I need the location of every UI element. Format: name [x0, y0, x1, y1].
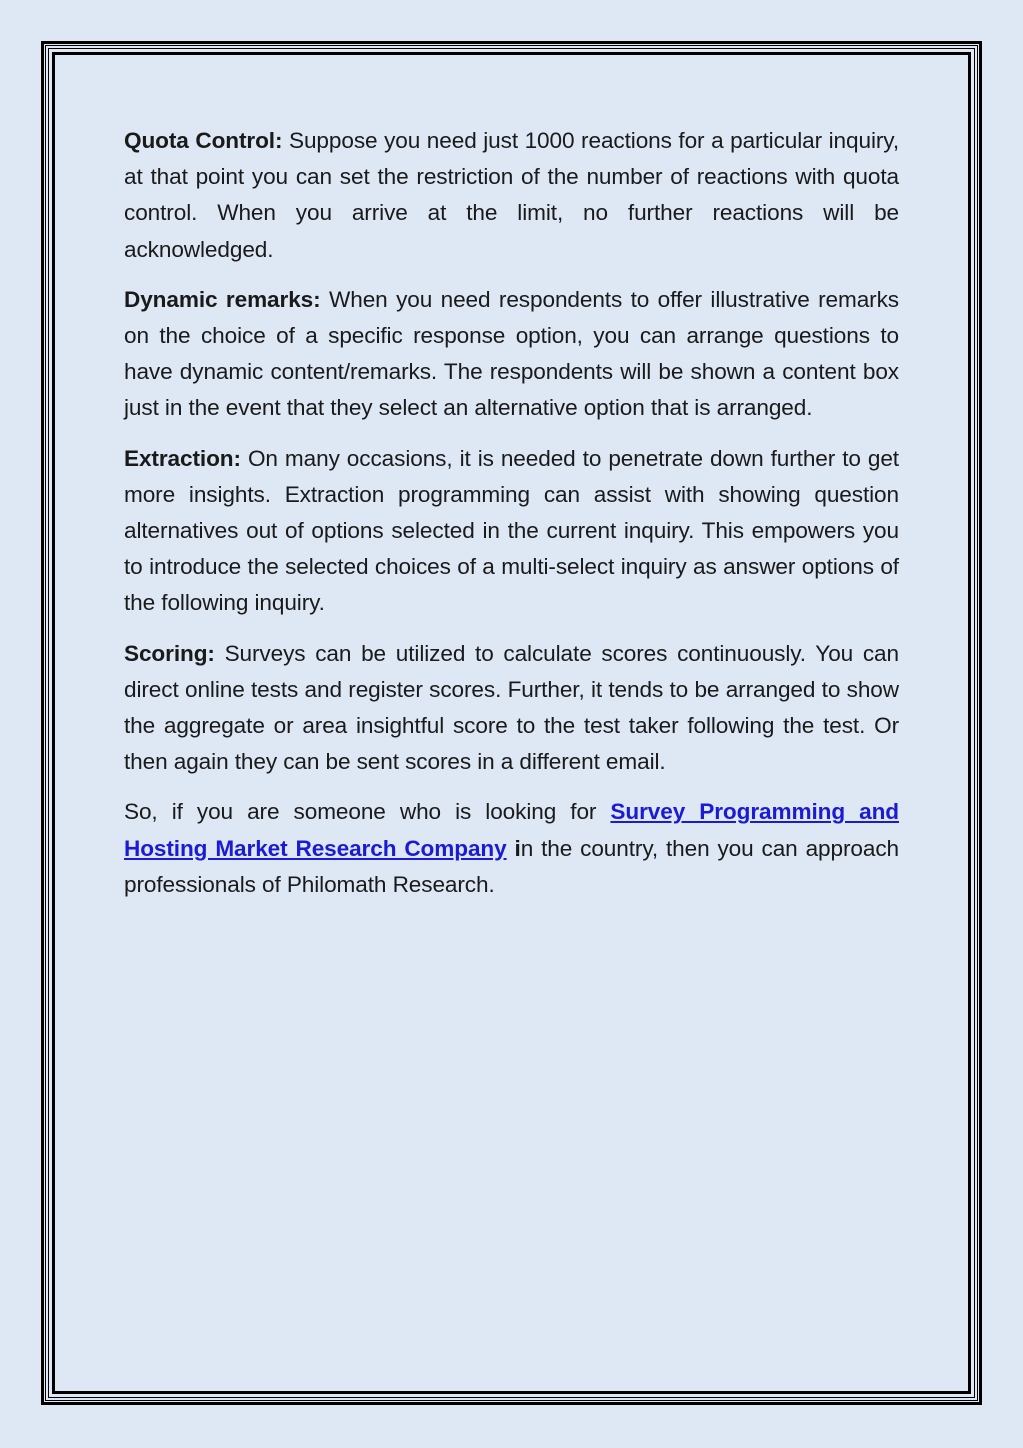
paragraph-extraction [124, 441, 899, 622]
term-heading: Quota Control: [124, 128, 283, 153]
paragraph-closing [124, 794, 899, 903]
paragraph-text: When you need respondents to offer illustrative remarks on the choice of a specific response option, you can arrange questions to have dynamic content/remarks. The respondents will be shown a content box just in the event that they select an alternative option that is arranged. [124, 286, 899, 421]
paragraph-dynamic-remarks [124, 282, 899, 427]
survey-programming-link[interactable]: Survey Programming and Hosting Market Research Company [124, 799, 899, 861]
term-heading: Extraction: [124, 445, 241, 471]
term-heading: Dynamic remarks: [124, 286, 321, 312]
closing-bold-letter: i [514, 835, 521, 861]
paragraph-text: Suppose you need just 1000 reactions for a particular inquiry, at that point you can set the restriction of the number of reactions with quota control. When you arrive at the limit, no further reactions will be acknowledged. [124, 128, 899, 262]
paragraph-text: On many occasions, it is needed to penetrate down further to get more insights. Extraction programming can assist with showing question alternatives out of options selected in the current inquiry. This empowers you to introduce the selected choices of a multi-select inquiry as answer options of the following inquiry. [124, 445, 899, 616]
closing-prefix: So, if you are someone who is looking for [124, 799, 611, 825]
document-body [124, 123, 899, 917]
term-heading: Scoring: [124, 640, 215, 666]
paragraph-text: Surveys can be utilized to calculate scores continuously. You can direct online tests and register scores. Further, it tends to be arranged to show the aggregate or area insightful score to the test taker following the test. Or then again they can be sent scores in a different email. [124, 640, 899, 775]
paragraph-scoring [124, 636, 899, 781]
closing-suffix: n the country, then you can approach professionals of Philomath Research. [124, 835, 899, 897]
paragraph-quota-control [124, 123, 899, 268]
